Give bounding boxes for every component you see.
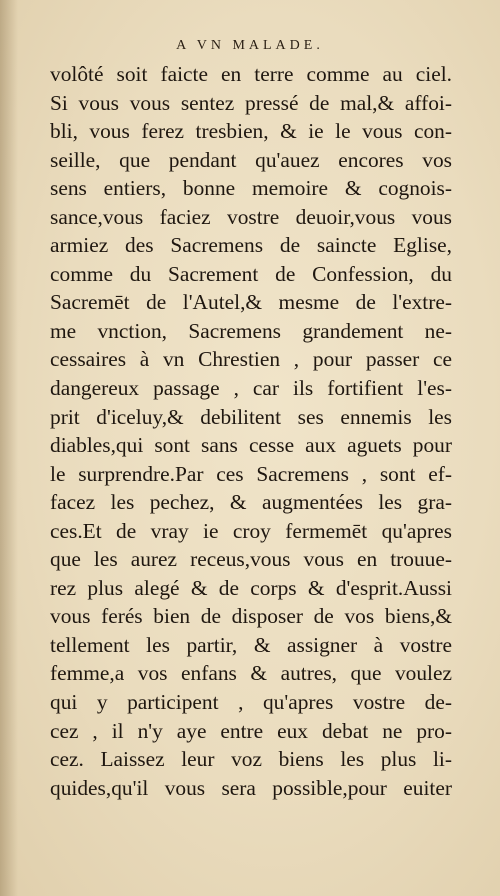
text-line: qui y participent , qu'apres vostre de- xyxy=(50,690,452,715)
text-line: me vnction, Sacremens grandement ne- xyxy=(50,318,452,343)
text-line: dangereux passage , car ils fortifient l'es- xyxy=(50,376,452,401)
text-line: sens entiers, bonne memoire & cognois- xyxy=(50,176,452,201)
text-line: volôté soit faicte en terre comme au ciel. xyxy=(50,62,452,86)
text-line: quides,qu'il vous sera possible,pour euiter xyxy=(50,775,452,800)
text-line: Sacremēt de l'Autel,& mesme de l'extre- xyxy=(50,290,452,315)
text-line: Si vous vous sentez pressé de mal,& affoi- xyxy=(50,90,452,115)
text-line: sance,vous faciez vostre deuoir,vous vous xyxy=(50,204,452,229)
text-line: ces.Et de vray ie croy fermemēt qu'apres xyxy=(50,518,452,543)
text-line: vous ferés bien de disposer de vos biens,& xyxy=(50,604,452,629)
running-head: A VN MALADE. xyxy=(176,38,324,53)
text-line: facez les pechez, & augmentées les gra- xyxy=(50,490,452,515)
text-line: cez , il n'y aye entre eux debat ne pro- xyxy=(50,718,452,743)
text-line: bli, vous ferez tresbien, & ie le vous con- xyxy=(50,119,452,144)
text-line: armiez des Sacremens de saincte Eglise, xyxy=(50,233,452,258)
text-line: comme du Sacrement de Confession, du xyxy=(50,261,452,286)
text-line: femme,a vos enfans & autres, que voulez xyxy=(50,661,452,686)
text-line: que les aurez receus,vous vous en trouue- xyxy=(50,547,452,572)
text-line: prit d'iceluy,& debilitent ses ennemis les xyxy=(50,404,452,429)
text-line: cessaires à vn Chrestien , pour passer ce xyxy=(50,347,452,372)
body-text xyxy=(50,60,452,802)
text-line: le surprendre.Par ces Sacremens , sont ef- xyxy=(50,461,452,486)
gutter-shadow xyxy=(0,0,18,896)
text-line: tellement les partir, & assigner à vostre xyxy=(50,632,452,657)
text-line: diables,qui sont sans cesse aux aguets pour xyxy=(50,433,452,458)
text-line: rez plus alegé & de corps & d'esprit.Aussi xyxy=(50,575,452,600)
text-line: seille, que pendant qu'auez encores vos xyxy=(50,147,452,172)
text-line: cez. Laissez leur voz biens les plus li- xyxy=(50,747,452,772)
